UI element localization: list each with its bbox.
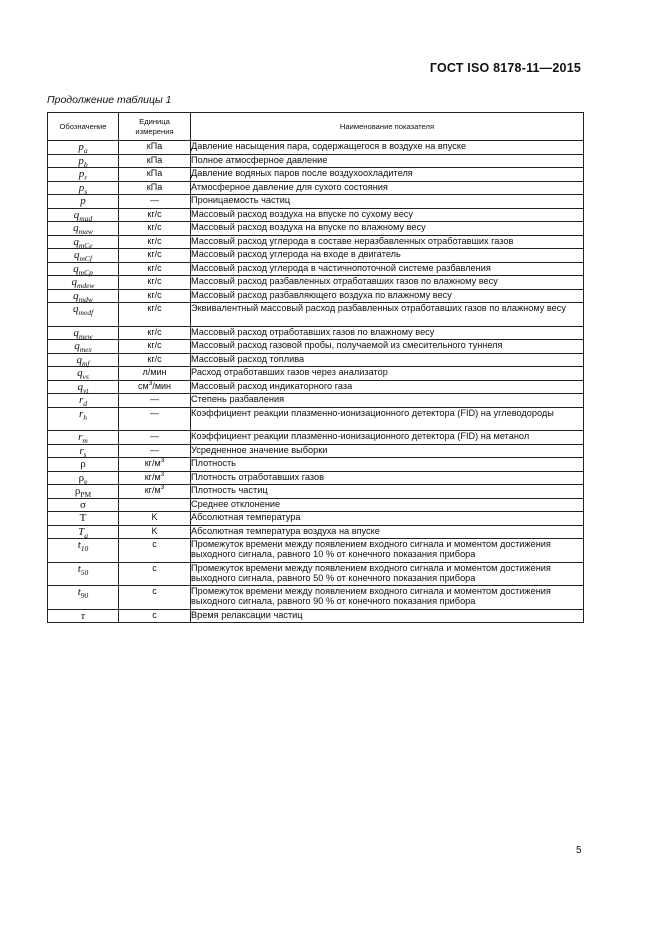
symbol-text: q xyxy=(73,222,79,234)
unit-cell xyxy=(119,609,191,623)
unit-text: кг/с xyxy=(147,235,162,246)
unit-cell xyxy=(119,181,191,195)
symbol-text: p xyxy=(80,195,86,207)
unit-text: кПа xyxy=(146,141,163,151)
symbol-subscript: vt xyxy=(83,385,89,395)
table-body xyxy=(48,141,584,623)
description-cell: Время релаксации частиц xyxy=(191,609,584,623)
unit-superscript: 3 xyxy=(148,379,153,387)
unit-text: кг/м xyxy=(144,471,161,482)
description-cell: Промежуток времени между появлением входного сигнала и моментом достижения выходного сигнала, равного 90 % от конечного показания прибора xyxy=(191,586,584,610)
description-cell: Коэффициент реакции плазменно-ионизационного детектора (FID) на метанол xyxy=(191,431,584,445)
symbol-subscript: mCf xyxy=(79,254,92,263)
table-row xyxy=(48,525,584,539)
symbol-subscript: mex xyxy=(79,345,92,354)
symbol-text: q xyxy=(73,262,79,275)
table-row xyxy=(48,394,584,408)
unit-text: — xyxy=(150,394,159,404)
description-cell: Давление насыщения пара, содержащегося в воздухе на впуске xyxy=(191,141,584,155)
symbol-text: q xyxy=(72,303,79,315)
symbol-text: p xyxy=(78,181,85,194)
unit-text: кг/м xyxy=(144,485,161,495)
unit-text: — xyxy=(150,444,159,455)
description-cell: Среднее отклонение xyxy=(191,498,584,512)
symbol-text: t xyxy=(77,562,81,575)
symbol-text: q xyxy=(76,353,82,366)
symbol-text: r xyxy=(79,444,84,457)
table-row xyxy=(48,289,584,303)
table-row xyxy=(48,471,584,485)
description-cell: Плотность частиц xyxy=(191,485,584,499)
table-row xyxy=(48,340,584,354)
symbol-cell xyxy=(48,367,119,381)
unit-cell xyxy=(119,498,191,512)
unit-text: с xyxy=(152,586,157,596)
symbol-text: p xyxy=(78,168,85,180)
unit-text: кПа xyxy=(146,154,163,165)
table-row xyxy=(48,512,584,526)
symbol-cell xyxy=(48,303,119,327)
symbol-subscript: PM xyxy=(80,490,92,499)
symbol-subscript: e xyxy=(84,476,88,486)
unit-cell xyxy=(119,407,191,431)
unit-cell xyxy=(119,444,191,458)
description-cell: Абсолютная температура xyxy=(191,512,584,526)
unit-cell xyxy=(119,195,191,209)
symbol-cell xyxy=(48,485,119,499)
symbol-cell xyxy=(48,471,119,485)
table-row xyxy=(48,458,584,472)
unit-cell xyxy=(119,562,191,586)
table-row xyxy=(48,249,584,263)
symbol-cell xyxy=(48,609,119,623)
unit-cell xyxy=(119,249,191,263)
unit-superscript: 3 xyxy=(160,484,165,491)
symbol-subscript: a xyxy=(84,530,88,540)
unit-cell xyxy=(119,380,191,394)
symbol-subscript: mCe xyxy=(78,240,93,250)
symbol-cell xyxy=(48,353,119,367)
table-header-row xyxy=(48,113,584,141)
symbol-text: T xyxy=(78,525,85,538)
unit-cell xyxy=(119,235,191,249)
description-cell: Усредненное значение выборки xyxy=(191,444,584,458)
symbol-cell xyxy=(48,249,119,263)
symbol-text: q xyxy=(73,208,80,221)
symbol-text: q xyxy=(77,380,84,393)
description-cell: Промежуток времени между появлением входного сигнала и моментом достижения выходного сигнала, равного 10 % от конечного показания прибора xyxy=(191,539,584,563)
symbol-cell xyxy=(48,276,119,290)
symbol-subscript: m xyxy=(82,436,88,445)
unit-cell xyxy=(119,471,191,485)
symbol-text: q xyxy=(73,326,79,339)
symbol-cell xyxy=(48,195,119,209)
symbol-cell xyxy=(48,340,119,354)
symbols-table xyxy=(47,112,584,623)
table-row xyxy=(48,498,584,512)
description-cell: Коэффициент реакции плазменно-ионизационного детектора (FID) на углеводороды xyxy=(191,407,584,431)
symbol-text: q xyxy=(73,235,79,248)
table-row xyxy=(48,367,584,381)
symbol-cell xyxy=(48,407,119,431)
table-row xyxy=(48,380,584,394)
unit-cell xyxy=(119,276,191,290)
symbol-text: q xyxy=(74,340,80,352)
table-row xyxy=(48,154,584,168)
symbol-subscript: 10 xyxy=(80,544,89,553)
symbol-subscript: h xyxy=(83,412,88,422)
unit-cell xyxy=(119,485,191,499)
unit-text: кг/с xyxy=(147,249,162,259)
symbol-cell xyxy=(48,154,119,168)
description-cell: Массовый расход разбавленных отработавших газов по влажному весу xyxy=(191,276,584,290)
unit-cell xyxy=(119,367,191,381)
symbol-text: τ xyxy=(81,609,85,622)
description-cell: Массовый расход углерода в составе неразбавленных отработавших газов xyxy=(191,235,584,249)
description-cell: Массовый расход отработавших газов по влажному весу xyxy=(191,326,584,340)
symbol-cell xyxy=(48,326,119,340)
unit-text: с xyxy=(152,609,157,620)
description-cell: Массовый расход топлива xyxy=(191,353,584,367)
symbol-text: t xyxy=(77,539,81,551)
description-cell: Абсолютная температура воздуха на впуске xyxy=(191,525,584,539)
description-cell: Массовый расход воздуха на впуске по влажному весу xyxy=(191,222,584,236)
symbol-text: q xyxy=(77,367,83,379)
description-cell: Массовый расход разбавляющего воздуха по влажному весу xyxy=(191,289,584,303)
symbol-cell xyxy=(48,586,119,610)
table-row xyxy=(48,353,584,367)
unit-text: кг/с xyxy=(147,276,162,286)
symbol-subscript: mf xyxy=(82,358,90,368)
description-cell: Массовый расход воздуха на впуске по сухому весу xyxy=(191,208,584,222)
description-cell: Плотность xyxy=(191,458,584,472)
symbol-text: ρ xyxy=(74,485,81,497)
unit-cell xyxy=(119,289,191,303)
symbol-text: q xyxy=(71,276,77,288)
symbol-cell xyxy=(48,289,119,303)
table-row xyxy=(48,222,584,236)
page-number: 5 xyxy=(576,845,582,856)
unit-tail: /мин xyxy=(152,380,171,391)
symbol-cell xyxy=(48,141,119,155)
table-row xyxy=(48,168,584,182)
unit-text: кг/с xyxy=(147,208,162,219)
symbol-subscript: 90 xyxy=(80,591,89,600)
unit-text: с xyxy=(152,539,157,549)
description-cell: Расход отработавших газов через анализатор xyxy=(191,367,584,381)
table-row xyxy=(48,141,584,155)
table-row xyxy=(48,444,584,458)
symbol-subscript: vs xyxy=(82,372,89,381)
unit-text: кг/с xyxy=(147,262,162,273)
column-header-symbol: Обозначение xyxy=(48,113,119,141)
table-row xyxy=(48,431,584,445)
unit-cell xyxy=(119,394,191,408)
description-cell: Атмосферное давление для сухого состояния xyxy=(191,181,584,195)
symbol-text: p xyxy=(78,141,84,153)
description-cell: Массовый расход индикаторного газа xyxy=(191,380,584,394)
symbol-text: ρ xyxy=(80,458,86,470)
symbol-cell xyxy=(48,458,119,472)
unit-text: K xyxy=(151,525,158,536)
symbol-cell xyxy=(48,512,119,526)
table-row xyxy=(48,586,584,610)
symbol-subscript: 50 xyxy=(80,567,89,577)
symbol-subscript: medf xyxy=(78,308,94,317)
symbol-cell xyxy=(48,394,119,408)
symbol-text: r xyxy=(78,394,84,406)
table-row xyxy=(48,181,584,195)
table-row xyxy=(48,276,584,290)
symbol-cell xyxy=(48,562,119,586)
symbol-cell xyxy=(48,525,119,539)
unit-text: кг/с xyxy=(147,353,162,364)
unit-cell xyxy=(119,262,191,276)
description-cell: Степень разбавления xyxy=(191,394,584,408)
unit-cell xyxy=(119,431,191,445)
description-cell: Полное атмосферное давление xyxy=(191,154,584,168)
table-row xyxy=(48,195,584,209)
symbol-text: p xyxy=(78,154,84,167)
table-row xyxy=(48,326,584,340)
symbol-cell xyxy=(48,168,119,182)
symbol-subscript: a xyxy=(83,146,88,155)
unit-cell xyxy=(119,303,191,327)
description-cell: Массовый расход углерода на входе в двигатель xyxy=(191,249,584,263)
description-cell: Давление водяных паров после воздухоохладителя xyxy=(191,168,584,182)
unit-text: л/мин xyxy=(142,367,167,377)
unit-text: с xyxy=(152,562,157,573)
unit-cell xyxy=(119,168,191,182)
symbol-cell xyxy=(48,235,119,249)
table-row xyxy=(48,208,584,222)
table-row xyxy=(48,262,584,276)
unit-text: K xyxy=(151,512,158,522)
standard-designation: ГОСТ ISO 8178-11—2015 xyxy=(429,61,581,75)
unit-cell xyxy=(119,353,191,367)
unit-cell xyxy=(119,222,191,236)
symbol-subscript: mdew xyxy=(77,281,95,290)
unit-superscript: 3 xyxy=(160,457,165,464)
symbol-text: r xyxy=(78,431,83,443)
symbol-cell xyxy=(48,262,119,276)
table-row xyxy=(48,609,584,623)
unit-cell xyxy=(119,525,191,539)
unit-cell xyxy=(119,539,191,563)
symbol-subscript: mCp xyxy=(78,267,93,277)
symbol-subscript: mad xyxy=(79,213,93,223)
symbol-text: r xyxy=(78,407,84,420)
symbol-subscript: s xyxy=(83,449,87,459)
symbol-text: t xyxy=(77,586,81,598)
unit-cell xyxy=(119,141,191,155)
unit-text: — xyxy=(150,431,159,441)
unit-text: кг/с xyxy=(147,340,162,350)
symbol-cell xyxy=(48,208,119,222)
symbol-subscript: d xyxy=(83,399,88,408)
unit-text: — xyxy=(150,195,159,205)
symbol-cell xyxy=(48,431,119,445)
symbol-text: q xyxy=(73,289,79,302)
symbol-subscript: s xyxy=(84,186,88,196)
symbol-cell xyxy=(48,539,119,563)
symbol-text: T xyxy=(79,512,87,524)
symbol-cell xyxy=(48,181,119,195)
symbol-cell xyxy=(48,498,119,512)
unit-superscript: 3 xyxy=(160,470,165,478)
unit-text: см xyxy=(138,380,149,391)
unit-cell xyxy=(119,326,191,340)
description-cell: Проницаемость частиц xyxy=(191,195,584,209)
symbol-subscript: b xyxy=(83,159,88,169)
table-row xyxy=(48,235,584,249)
unit-text: кг/с xyxy=(147,303,162,313)
symbol-subscript: maw xyxy=(78,227,93,236)
table-row xyxy=(48,562,584,586)
description-cell: Плотность отработавших газов xyxy=(191,471,584,485)
symbol-cell xyxy=(48,222,119,236)
symbol-subscript: mew xyxy=(78,331,93,341)
symbol-subscript: mdw xyxy=(78,294,93,304)
unit-text: кг/с xyxy=(147,289,162,300)
unit-text: кПа xyxy=(146,181,163,192)
symbol-text: q xyxy=(73,249,80,261)
unit-cell xyxy=(119,458,191,472)
description-cell: Массовый расход газовой пробы, получаемой из смесительного туннеля xyxy=(191,340,584,354)
unit-cell xyxy=(119,154,191,168)
table-row xyxy=(48,485,584,499)
column-header-unit: Единица измерения xyxy=(119,113,191,141)
symbol-subscript: r xyxy=(84,173,88,182)
unit-text: кг/с xyxy=(147,222,162,232)
unit-text: кПа xyxy=(146,168,163,178)
symbol-text: σ xyxy=(80,498,86,511)
description-cell: Промежуток времени между появлением входного сигнала и моментом достижения выходного сигнала, равного 50 % от конечного показания прибора xyxy=(191,562,584,586)
description-cell: Эквивалентный массовый расход разбавленных отработавших газов по влажному весу xyxy=(191,303,584,327)
unit-cell xyxy=(119,512,191,526)
table-row xyxy=(48,303,584,327)
unit-text: кг/м xyxy=(144,458,161,468)
unit-text: кг/с xyxy=(147,326,162,337)
symbol-cell xyxy=(48,380,119,394)
symbol-text: ρ xyxy=(78,471,85,484)
unit-cell xyxy=(119,208,191,222)
table-row xyxy=(48,539,584,563)
column-header-name: Наименование показателя xyxy=(191,113,584,141)
unit-cell xyxy=(119,340,191,354)
symbol-cell xyxy=(48,444,119,458)
unit-cell xyxy=(119,586,191,610)
table-caption: Продолжение таблицы 1 xyxy=(47,94,172,106)
description-cell: Массовый расход углерода в частичнопоточной системе разбавления xyxy=(191,262,584,276)
unit-text: — xyxy=(150,407,159,418)
table-row xyxy=(48,407,584,431)
